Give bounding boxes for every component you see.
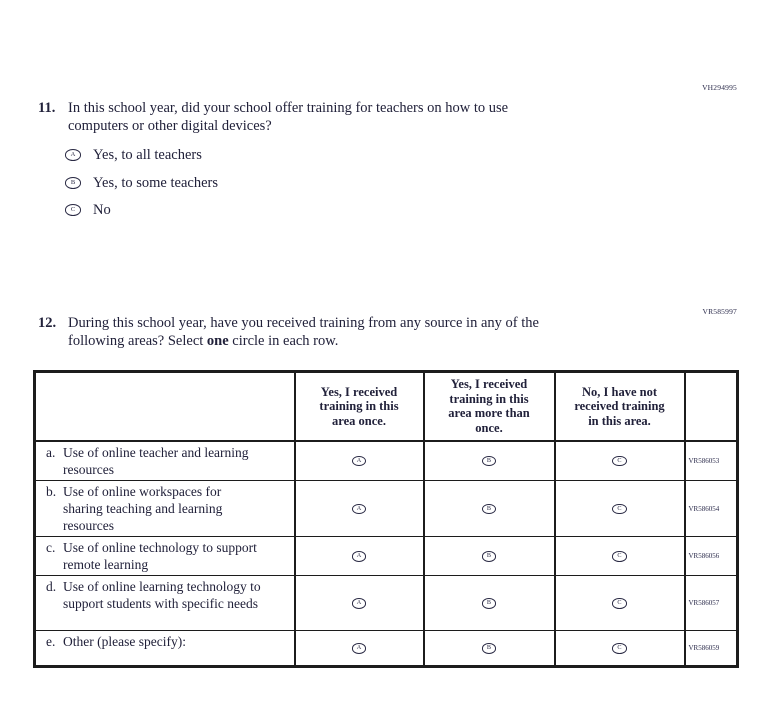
q12-training-table-wrap [33, 370, 739, 668]
question-11-line1: In this school year, did your school offer training for teachers on how to use [68, 100, 509, 116]
question-12-number: 12. [38, 315, 57, 331]
row-a-letter: a. [46, 444, 56, 460]
other-specify-line[interactable] [57, 665, 367, 667]
row-b-bubble-b[interactable]: B [482, 504, 497, 515]
question-11-text [68, 100, 508, 135]
row-d-code: VR586057 [685, 576, 738, 631]
q11-option-a-label: Yes, to all teachers [93, 146, 202, 163]
row-b-code: VR586054 [685, 481, 738, 537]
question-12-text [68, 315, 539, 350]
row-d-bubble-c[interactable]: C [612, 598, 627, 609]
row-a-code: VR586053 [685, 441, 738, 481]
row-a-bubble-c[interactable]: C [612, 456, 627, 467]
row-e-letter: e. [46, 634, 56, 649]
row-c-cell-more [424, 537, 555, 576]
q11-option-c [65, 201, 111, 219]
question-12-line2: following areas? Select one circle in each row. [68, 332, 339, 349]
row-a-bubble-a[interactable]: A [352, 456, 367, 467]
header-once: Yes, I received training in this area once. [295, 372, 424, 441]
row-b-label-cell [35, 481, 295, 537]
row-c-letter: c. [46, 540, 56, 555]
admin-code-q11: VH294995 [702, 83, 737, 92]
row-d-cell-no [555, 576, 685, 631]
row-b-label: Use of online workspaces for sharing teaching and learning resources [63, 484, 223, 533]
question-12-line1: During this school year, have you received training from any source in any of the [68, 315, 539, 331]
row-c-label: Use of online technology to support remote learning [63, 540, 257, 572]
row-a-cell-once [295, 441, 424, 481]
row-b-cell-no [555, 481, 685, 537]
emphasis-one: one [206, 332, 229, 349]
row-e-bubble-b[interactable]: B [482, 643, 497, 654]
row-a-bubble-b[interactable]: B [482, 456, 497, 467]
admin-code-q12: VR585997 [702, 307, 737, 316]
row-e-cell-no [555, 631, 685, 667]
table-header-row [35, 372, 738, 441]
header-more-than-once: Yes, I received training in this area more than once. [424, 372, 555, 441]
row-c-bubble-b[interactable]: B [482, 551, 497, 562]
row-e-cell-more [424, 631, 555, 667]
row-a-label: Use of online teacher and learning resources [63, 444, 249, 477]
row-d-cell-more [424, 576, 555, 631]
row-b-bubble-c[interactable]: C [612, 504, 627, 515]
row-e-bubble-c[interactable]: C [612, 643, 627, 654]
row-e-bubble-a[interactable]: A [352, 643, 367, 654]
q11-option-c-label: No [93, 201, 111, 218]
question-11-number: 11. [38, 100, 56, 116]
row-c-cell-no [555, 537, 685, 576]
q11-option-b-bubble[interactable]: B [65, 177, 81, 189]
row-d-cell-once [295, 576, 424, 631]
header-blank [35, 372, 295, 441]
q11-option-a-bubble[interactable]: A [65, 149, 81, 161]
table-row-d [35, 576, 738, 631]
row-b-cell-once [295, 481, 424, 537]
row-e-label-cell [35, 631, 295, 667]
q12-training-table [33, 370, 739, 668]
row-d-bubble-b[interactable]: B [482, 598, 497, 609]
header-code-blank [685, 372, 738, 441]
table-row-a [35, 441, 738, 481]
row-c-bubble-c[interactable]: C [612, 551, 627, 562]
q11-option-b [65, 174, 218, 192]
row-e-cell-once [295, 631, 424, 667]
q11-option-a [65, 146, 202, 164]
row-a-cell-no [555, 441, 685, 481]
row-d-label-cell [35, 576, 295, 631]
row-c-code: VR586056 [685, 537, 738, 576]
row-a-label-cell [35, 441, 295, 481]
row-c-label-cell [35, 537, 295, 576]
row-c-cell-once [295, 537, 424, 576]
q11-option-c-bubble[interactable]: C [65, 204, 81, 216]
q11-option-b-label: Yes, to some teachers [93, 174, 218, 191]
row-b-letter: b. [46, 484, 57, 499]
row-d-bubble-a[interactable]: A [352, 598, 367, 609]
row-e-label: Other (please specify): [63, 634, 186, 649]
row-c-bubble-a[interactable]: A [352, 551, 367, 562]
table-row-e [35, 631, 738, 667]
row-b-bubble-a[interactable]: A [352, 504, 367, 515]
table-row-c [35, 537, 738, 576]
row-d-letter: d. [46, 579, 57, 594]
row-e-code: VR586059 [685, 631, 738, 667]
header-no-training: No, I have not received training in this area. [555, 372, 685, 441]
row-d-label: Use of online learning technology to support students with specific needs [63, 579, 261, 611]
table-row-b [35, 481, 738, 537]
row-a-cell-more [424, 441, 555, 481]
row-b-cell-more [424, 481, 555, 537]
question-11-line2: computers or other digital devices? [68, 117, 272, 134]
